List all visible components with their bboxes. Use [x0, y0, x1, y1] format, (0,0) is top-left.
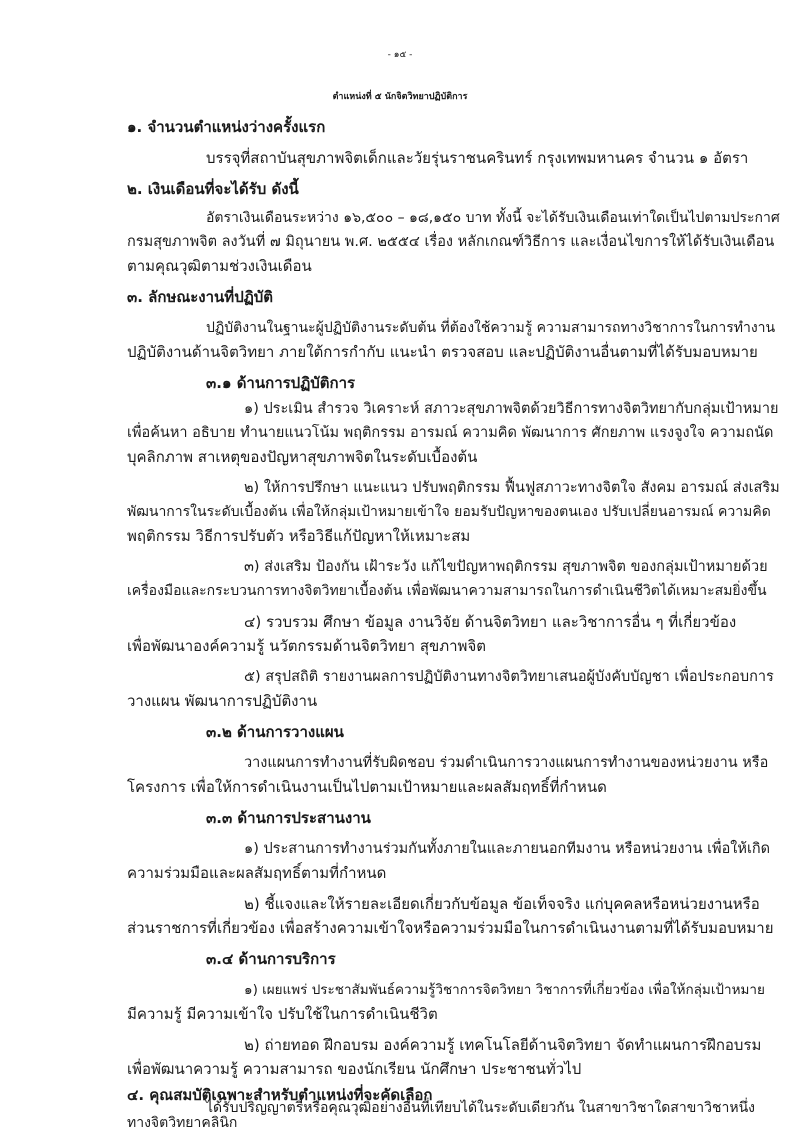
- section-2-heading: ๒. เงินเดือนที่จะได้รับ ดังนี้: [127, 180, 299, 198]
- subsection-3-1-line: เพื่อค้นหา อธิบาย ทำนายแนวโน้ม พฤติกรรม อารมณ์ ความคิด พัฒนาการ ศักยภาพ แรงจูงใจ ความถนัด: [127, 425, 774, 441]
- subsection-3-4-line: เพื่อพัฒนาความรู้ ความสามารถ ของนักเรียน นักศึกษา ประชาชนทั่วไป: [127, 1060, 582, 1078]
- subsection-3-3-line: ๑) ประสานการทำงานร่วมกันทั้งภายในและภายนอกทีมงาน หรือหน่วยงาน เพื่อให้เกิด: [244, 841, 771, 857]
- subsection-3-1-line: ๒) ให้การปรึกษา แนะแนว ปรับพฤติกรรม ฟื้นฟูสภาวะทางจิตใจ สังคม อารมณ์ ส่งเสริม: [244, 480, 780, 496]
- subsection-3-1-line: พัฒนาการในระดับเบื้องต้น เพื่อให้กลุ่มเป้าหมายเข้าใจ ยอมรับปัญหาของตนเอง ปรับเปลี่ยนอารมณ์ ความคิด: [127, 504, 771, 520]
- page-number: - ๑๕ -: [387, 50, 413, 60]
- section-2-line: ตามคุณวุฒิตามช่วงเงินเดือน: [127, 257, 312, 275]
- subsection-3-1-heading: ๓.๑ ด้านการปฏิบัติการ: [206, 374, 356, 392]
- section-3-heading: ๓. ลักษณะงานที่ปฏิบัติ: [127, 288, 274, 306]
- subsection-3-3-line: ความร่วมมือและผลสัมฤทธิ์ตามที่กำหนด: [127, 864, 387, 882]
- subsection-3-4-line: ๒) ถ่ายทอด ฝึกอบรม องค์ความรู้ เทคโนโลยีด้านจิตวิทยา จัดทำแผนการฝึกอบรม: [244, 1036, 762, 1054]
- subsection-3-1-line: ๓) ส่งเสริม ป้องกัน เฝ้าระวัง แก้ไขปัญหาพฤติกรรม สุขภาพจิต ของกลุ่มเป้าหมายด้วย: [244, 559, 768, 575]
- section-4-heading: ๔. คุณสมบัติเฉพาะสำหรับตำแหน่งที่จะคัดเลือก: [127, 1086, 433, 1104]
- subsection-3-1-line: ๔) รวบรวม ศึกษา ข้อมูล งานวิจัย ด้านจิตวิทยา และวิชาการอื่น ๆ ที่เกี่ยวข้อง: [244, 613, 737, 631]
- subsection-3-2-heading: ๓.๒ ด้านการวางแผน: [206, 723, 344, 741]
- subsection-3-4-heading: ๓.๔ ด้านการบริการ: [206, 950, 336, 968]
- subsection-3-3-line: ๒) ชี้แจงและให้รายละเอียดเกี่ยวกับข้อมูล ข้อเท็จจริง แก่บุคคลหรือหน่วยงานหรือ: [244, 895, 760, 913]
- subsection-3-1-line: ๕) สรุปสถิติ รายงานผลการปฏิบัติงานทางจิตวิทยาเสนอผู้บังคับบัญชา เพื่อประกอบการ: [244, 669, 774, 685]
- subsection-3-4-line: ๑) เผยแพร่ ประชาสัมพันธ์ความรู้วิชาการจิตวิทยา วิชาการที่เกี่ยวข้อง เพื่อให้กลุ่มเป้าหมาย: [244, 982, 765, 998]
- section-3-intro: ปฏิบัติงานด้านจิตวิทยา ภายใต้การกำกับ แนะนำ ตรวจสอบ และปฏิบัติงานอื่นตามที่ได้รับมอบหมาย: [127, 343, 758, 361]
- section-4-line: ทางจิตวิทยาคลินิก: [127, 1115, 238, 1131]
- page-title: ตำแหน่งที่ ๕ นักจิตวิทยาปฏิบัติการ: [332, 92, 468, 102]
- subsection-3-2-line: วางแผนการทำงานที่รับผิดชอบ ร่วมดำเนินการวางแผนการทำงานของหน่วยงาน หรือ: [244, 755, 769, 771]
- section-2-line: อัตราเงินเดือนระหว่าง ๑๖,๕๐๐ – ๑๘,๑๕๐ บาท ทั้งนี้ จะได้รับเงินเดือนเท่าใดเป็นไปตามประกาศ: [206, 210, 780, 226]
- subsection-3-1-line: ๑) ประเมิน สำรวจ วิเคราะห์ สภาวะสุขภาพจิตด้วยวิธีการทางจิตวิทยากับกลุ่มเป้าหมาย: [244, 401, 779, 417]
- section-1-text: บรรจุที่สถาบันสุขภาพจิตเด็กและวัยรุ่นราชนครินทร์ กรุงเทพมหานคร จำนวน ๑ อัตรา: [206, 149, 749, 167]
- subsection-3-3-heading: ๓.๓ ด้านการประสานงาน: [206, 809, 371, 827]
- section-3-intro: ปฏิบัติงานในฐานะผู้ปฏิบัติงานระดับต้น ที่ต้องใช้ความรู้ ความสามารถทางวิชาการในการทำงาน: [206, 320, 776, 336]
- section-4-line: ได้รับปริญญาตรีหรือคุณวุฒิอย่างอื่นที่เทียบได้ในระดับเดียวกัน ในสาขาวิชาใดสาขาวิชาหนึ่ง: [206, 1100, 756, 1116]
- subsection-3-4-line: มีความรู้ มีความเข้าใจ ปรับใช้ในการดำเนินชีวิต: [127, 1005, 438, 1023]
- subsection-3-1-line: วางแผน พัฒนาการปฏิบัติงาน: [127, 692, 318, 710]
- subsection-3-1-line: เครื่องมือและกระบวนการทางจิตวิทยาเบื้องต้น เพื่อพัฒนาความสามารถในการดำเนินชีวิตได้เหมาะสมยิ่งขึ้น: [127, 583, 767, 599]
- section-2-line: กรมสุขภาพจิต ลงวันที่ ๗ มิถุนายน พ.ศ. ๒๕๕๔ เรื่อง หลักเกณฑ์วิธีการ และเงื่อนไขการให้ได้รับเงินเดือน: [127, 234, 775, 250]
- section-1-heading: ๑. จำนวนตำแหน่งว่างครั้งแรก: [127, 118, 326, 136]
- subsection-3-1-line: บุคลิกภาพ สาเหตุของปัญหาสุขภาพจิตในระดับเบื้องต้น: [127, 448, 478, 466]
- subsection-3-3-line: ส่วนราชการที่เกี่ยวข้อง เพื่อสร้างความเข้าใจหรือความร่วมมือในการดำเนินงานตามที่ได้รับมอบหมาย: [127, 919, 774, 937]
- subsection-3-2-line: โครงการ เพื่อให้การดำเนินงานเป็นไปตามเป้าหมายและผลสัมฤทธิ์ที่กำหนด: [127, 778, 607, 796]
- subsection-3-1-line: พฤติกรรม วิธีการปรับตัว หรือวิธีแก้ปัญหาให้เหมาะสม: [127, 527, 471, 545]
- subsection-3-1-line: เพื่อพัฒนาองค์ความรู้ นวัตกรรมด้านจิตวิทยา สุขภาพจิต: [127, 637, 486, 655]
